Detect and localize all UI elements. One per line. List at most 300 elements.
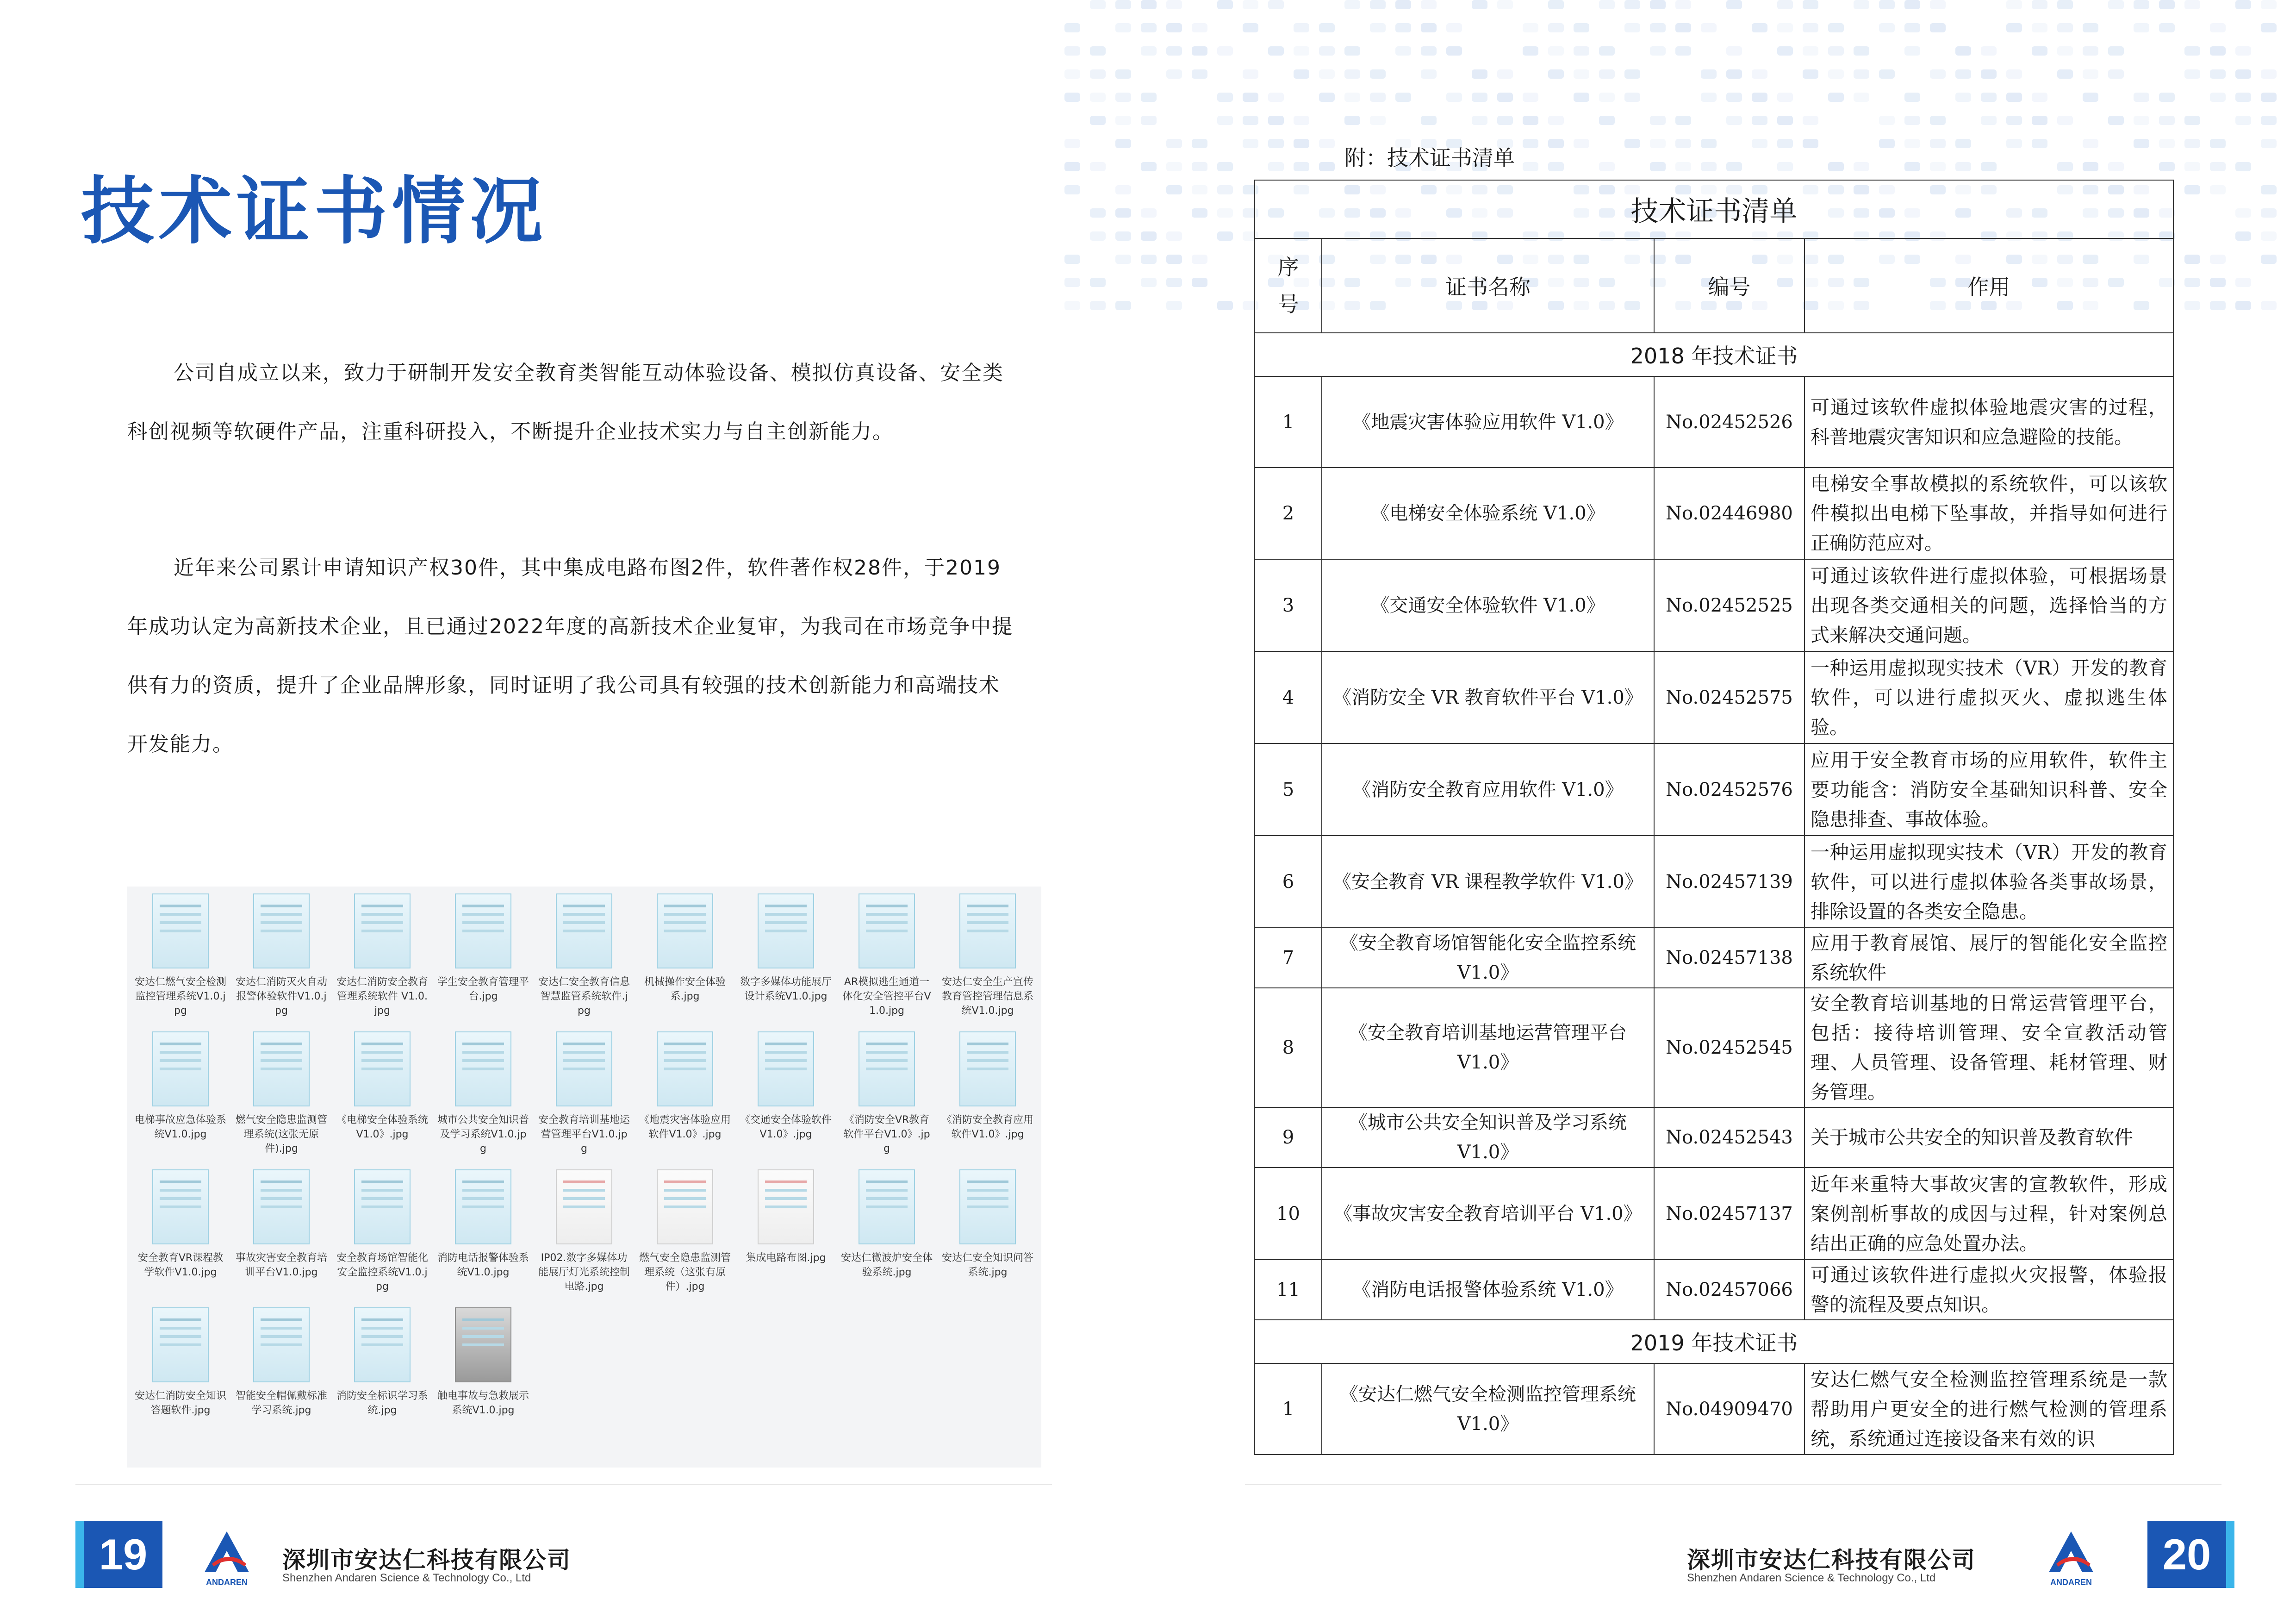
bg-square — [1803, 116, 1818, 125]
bg-square — [1064, 185, 1080, 194]
bg-square — [1141, 162, 1157, 171]
certificate-image-icon — [859, 1031, 915, 1106]
certificate-image-icon — [959, 1031, 1016, 1106]
bg-square — [1192, 278, 1207, 287]
thumbnail-caption: 安全教育培训基地运营管理平台V1.0.jpg — [538, 1114, 630, 1155]
bg-square — [1904, 162, 1920, 171]
thumbnail-caption: 《地震灾害体验应用软件V1.0》.jpg — [639, 1114, 731, 1140]
bg-square — [1115, 231, 1131, 241]
bg-square — [1752, 116, 1767, 125]
bg-square — [1955, 139, 1971, 148]
bg-square — [1828, 23, 1844, 32]
certificate-thumbnail — [437, 1031, 529, 1156]
bg-square — [1141, 231, 1157, 241]
table-row — [1255, 988, 2173, 1107]
bg-square — [1344, 93, 1360, 102]
company-name-left: 深圳市安达仁科技有限公司 — [282, 1547, 571, 1574]
certificate-image-icon — [354, 1169, 411, 1244]
table-row — [1255, 559, 2173, 651]
bg-square — [1166, 139, 1182, 148]
cell-number: 1 — [1255, 1363, 1322, 1455]
bg-square — [1115, 139, 1131, 148]
bg-square — [1777, 116, 1793, 125]
bg-square — [1243, 116, 1258, 125]
bg-square — [1115, 93, 1131, 102]
cell-number: 3 — [1255, 559, 1322, 651]
certificate-image-icon — [959, 893, 1016, 968]
thumbnail-caption: 触电事故与急救展示系统V1.0.jpg — [437, 1390, 529, 1416]
certificate-image-icon — [152, 1031, 209, 1106]
thumbnail-caption: 安达仁安全教育信息智慧监管系统软件.jpg — [538, 976, 630, 1017]
certificate-thumbnail — [336, 1031, 429, 1142]
bg-square — [1854, 93, 1869, 102]
bg-square — [1752, 139, 1767, 148]
thumbnail-caption: AR模拟逃生通道一体化安全管控平台V1.0.jpg — [842, 976, 931, 1017]
thumbnail-caption: 消防电话报警体验系统V1.0.jpg — [437, 1252, 529, 1278]
bg-square — [1141, 46, 1157, 56]
bg-square — [2006, 23, 2022, 32]
bg-square — [1472, 93, 1487, 102]
bg-square — [1828, 46, 1844, 56]
bg-square — [1574, 139, 1589, 148]
bg-square — [1650, 23, 1666, 32]
bg-square — [1599, 162, 1615, 171]
footer-divider-left — [75, 1484, 1052, 1485]
certificate-image-icon — [758, 1169, 814, 1244]
cell-code: No.02457137 — [1654, 1168, 1804, 1260]
bg-square — [1090, 69, 1106, 79]
bg-square — [2235, 208, 2251, 218]
bg-square — [1115, 0, 1131, 9]
bg-square — [1115, 185, 1131, 194]
bg-square — [1090, 0, 1106, 9]
certificate-image-icon — [253, 1307, 310, 1382]
certificate-thumbnail — [639, 1031, 731, 1142]
cell-code: No.02452576 — [1654, 743, 1804, 836]
certificate-image-icon — [253, 1169, 310, 1244]
certificate-thumbnail — [840, 1031, 933, 1156]
bg-square — [1828, 162, 1844, 171]
page-number-right: 20 — [2147, 1521, 2234, 1588]
bg-square — [1497, 0, 1513, 9]
table-row — [1255, 1168, 2173, 1260]
bg-square — [1192, 162, 1207, 171]
bg-square — [1064, 69, 1080, 79]
bg-square — [1446, 23, 1462, 32]
bg-square — [2057, 46, 2073, 56]
bg-square — [1624, 0, 1640, 9]
bg-square — [1166, 185, 1182, 194]
bg-square — [2210, 255, 2226, 264]
bg-square — [1141, 93, 1157, 102]
bg-square — [1115, 208, 1131, 218]
bg-square — [2159, 0, 2175, 9]
cell-use: 可通过该软件进行虚拟体验，可根据场景出现各类交通相关的问题，选择恰当的方式来解决交通问题。 — [1804, 559, 2173, 651]
certificate-thumbnail — [840, 1169, 933, 1280]
bg-square — [2235, 0, 2251, 9]
bg-square — [1955, 162, 1971, 171]
bg-square — [2184, 185, 2200, 194]
table-row — [1255, 1107, 2173, 1168]
bg-square — [1090, 116, 1106, 125]
certificate-thumbnail — [134, 893, 227, 1018]
bg-square — [1548, 0, 1564, 9]
bg-square — [1650, 46, 1666, 56]
certificate-thumbnail — [235, 893, 328, 1018]
bg-square — [1370, 116, 1386, 125]
table-title: 技术证书清单 — [1255, 180, 2173, 238]
bg-square — [2210, 301, 2226, 310]
certificate-image-icon — [556, 1031, 612, 1106]
bg-square — [1599, 93, 1615, 102]
bg-square — [1574, 46, 1589, 56]
bg-square — [1166, 0, 1182, 9]
ip-paragraph: 近年来公司累计申请知识产权30件，其中集成电路布图2件，软件著作权28件，于2019年成功认定为高新技术企业，且已通过2022年度的高新技术企业复审，为我司在市场竞争中提供有力的资质，提升了企业品牌形象，同时证明了我公司具有较强的技术创新能力和高端技术开发能力。 — [127, 556, 1013, 756]
company-english-right: Shenzhen Andaren Science & Technology Co., Ltd — [1687, 1572, 1936, 1584]
bg-square — [2261, 301, 2277, 310]
bg-square — [1090, 301, 1106, 310]
certificate-table — [1254, 180, 2174, 1455]
cell-number: 4 — [1255, 651, 1322, 743]
certificate-image-icon — [253, 893, 310, 968]
company-logo-right — [2034, 1528, 2108, 1590]
bg-square — [1421, 69, 1437, 79]
certificate-thumbnail — [134, 1307, 227, 1418]
bg-square — [1115, 23, 1131, 32]
certificate-thumbnail — [538, 1169, 630, 1294]
thumbnail-caption: 安达仁安全知识问答系统.jpg — [941, 1252, 1033, 1278]
bg-square — [1523, 46, 1538, 56]
certificate-thumbnail-grid — [127, 887, 1041, 1468]
bg-square — [1599, 0, 1615, 9]
bg-square — [1548, 23, 1564, 32]
bg-square — [1650, 116, 1666, 125]
thumbnail-caption: 安达仁消防安全教育管理系统软件 V1.0.jpg — [336, 976, 428, 1017]
bg-square — [1803, 0, 1818, 9]
bg-square — [1803, 23, 1818, 32]
bg-square — [1243, 139, 1258, 148]
certificate-thumbnail — [235, 1307, 328, 1418]
bg-square — [1650, 162, 1666, 171]
bg-square — [1268, 139, 1284, 148]
bg-square — [1319, 162, 1335, 171]
bg-square — [2006, 139, 2022, 148]
bg-square — [1217, 208, 1233, 218]
page-title: 技术证书情况 — [81, 169, 548, 254]
bg-square — [1955, 46, 1971, 56]
intro-paragraph: 公司自成立以来，致力于研制开发安全教育类智能互动体验设备、模拟仿真设备、安全类科创视频等软硬件产品，注重科研投入，不断提升企业技术实力与自主创新能力。 — [127, 361, 1004, 443]
bg-square — [1675, 162, 1691, 171]
certificate-thumbnail — [941, 1031, 1034, 1142]
cell-use: 近年来重特大事故灾害的宣教软件，形成案例剖析事故的成因与过程，针对案例总结出正确的应急处置办法。 — [1804, 1168, 2173, 1260]
bg-square — [1701, 139, 1717, 148]
bg-square — [2261, 93, 2277, 102]
bg-square — [1166, 255, 1182, 264]
certificate-image-icon — [455, 1169, 511, 1244]
bg-square — [1141, 0, 1157, 9]
cell-code: No.02457066 — [1654, 1260, 1804, 1320]
bg-square — [1217, 162, 1233, 171]
thumbnail-caption: 燃气安全隐患监测管理系统(这张无原件).jpg — [235, 1114, 327, 1155]
bg-square — [1243, 93, 1258, 102]
certificate-thumbnail — [336, 1307, 429, 1418]
certificate-thumbnail — [336, 893, 429, 1018]
bg-square — [1370, 23, 1386, 32]
bg-square — [2108, 116, 2124, 125]
bg-square — [1268, 46, 1284, 56]
cell-code: No.02452526 — [1654, 376, 1804, 468]
certificate-image-icon — [455, 1307, 511, 1382]
logo-wordmark: ANDAREN — [206, 1578, 248, 1587]
bg-square — [1497, 69, 1513, 79]
bg-square — [1955, 69, 1971, 79]
bg-square — [1828, 69, 1844, 79]
bg-square — [1344, 0, 1360, 9]
table-row — [1255, 468, 2173, 559]
cell-code: No.02452543 — [1654, 1107, 1804, 1168]
bg-square — [2057, 23, 2073, 32]
thumbnail-caption: 机械操作安全体验系.jpg — [644, 976, 726, 1002]
bg-square — [2006, 93, 2022, 102]
bg-square — [2006, 0, 2022, 9]
thumbnail-caption: 安达仁消防安全知识答题软件.jpg — [134, 1390, 226, 1416]
thumbnail-caption: 集成电路布图.jpg — [746, 1252, 826, 1264]
certificate-image-icon — [152, 1307, 209, 1382]
bg-square — [2261, 231, 2277, 241]
bg-square — [1141, 116, 1157, 125]
bg-square — [1752, 69, 1767, 79]
bg-square — [1166, 23, 1182, 32]
header-num: 序号 — [1255, 238, 1322, 333]
bg-square — [1064, 301, 1080, 310]
cell-number: 8 — [1255, 988, 1322, 1107]
bg-square — [2235, 231, 2251, 241]
company-english-left: Shenzhen Andaren Science & Technology Co., Ltd — [282, 1572, 531, 1584]
certificate-thumbnail — [134, 1169, 227, 1280]
section-label: 2019 年技术证书 — [1255, 1320, 2173, 1363]
appendix-note: 附：技术证书清单 — [1344, 145, 1515, 170]
bg-square — [2261, 185, 2277, 194]
bg-square — [1930, 23, 1946, 32]
bg-square — [1675, 46, 1691, 56]
bg-square — [1548, 116, 1564, 125]
bg-square — [1141, 278, 1157, 287]
header-use: 作用 — [1804, 238, 2173, 333]
bg-square — [1192, 255, 1207, 264]
bg-square — [1319, 46, 1335, 56]
certificate-thumbnail — [639, 893, 731, 1004]
bg-square — [1370, 0, 1386, 9]
bg-square — [1904, 0, 1920, 9]
bg-square — [1090, 46, 1106, 56]
table-row — [1255, 743, 2173, 836]
cell-number: 7 — [1255, 928, 1322, 988]
bg-square — [2235, 93, 2251, 102]
cell-name: 《消防安全教育应用软件 V1.0》 — [1322, 743, 1654, 836]
table-title-row — [1255, 180, 2173, 238]
bg-square — [1319, 139, 1335, 148]
company-name-right: 深圳市安达仁科技有限公司 — [1687, 1547, 1976, 1574]
bg-square — [1421, 116, 1437, 125]
certificate-thumbnail — [840, 893, 933, 1018]
bg-square — [1446, 46, 1462, 56]
bg-square — [2032, 46, 2047, 56]
bg-square — [1777, 93, 1793, 102]
bg-square — [2261, 69, 2277, 79]
certificate-thumbnail — [336, 1169, 429, 1294]
thumbnail-caption: 《消防安全VR教育软件平台V1.0》.jpg — [843, 1114, 930, 1155]
bg-square — [1192, 208, 1207, 218]
bg-square — [1115, 116, 1131, 125]
bg-square — [1344, 116, 1360, 125]
bg-square — [1192, 23, 1207, 32]
cell-name: 《电梯安全体验系统 V1.0》 — [1322, 468, 1654, 559]
bg-square — [2083, 162, 2098, 171]
bg-square — [1854, 69, 1869, 79]
certificate-image-icon — [455, 893, 511, 968]
bg-square — [1523, 162, 1538, 171]
certificate-thumbnail — [437, 1169, 529, 1280]
cell-name: 《交通安全体验软件 V1.0》 — [1322, 559, 1654, 651]
thumbnail-caption: 事故灾害安全教育培训平台V1.0.jpg — [235, 1252, 327, 1278]
bg-square — [1166, 278, 1182, 287]
bg-square — [1904, 23, 1920, 32]
bg-square — [1879, 139, 1895, 148]
bg-square — [1828, 93, 1844, 102]
cell-code: No.02446980 — [1654, 468, 1804, 559]
certificate-thumbnail — [538, 893, 630, 1018]
bg-square — [1344, 69, 1360, 79]
cell-number: 6 — [1255, 836, 1322, 928]
cell-name: 《事故灾害安全教育培训平台 V1.0》 — [1322, 1168, 1654, 1260]
bg-square — [1726, 162, 1742, 171]
bg-square — [1879, 23, 1895, 32]
bg-square — [1166, 162, 1182, 171]
certificate-thumbnail — [134, 1031, 227, 1142]
certificate-image-icon — [152, 893, 209, 968]
bg-square — [1981, 93, 1997, 102]
bg-square — [1624, 93, 1640, 102]
bg-square — [1599, 69, 1615, 79]
cell-name: 《安全教育 VR 课程教学软件 V1.0》 — [1322, 836, 1654, 928]
bg-square — [2006, 69, 2022, 79]
bg-square — [1523, 139, 1538, 148]
thumbnail-caption: 《消防安全教育应用软件V1.0》.jpg — [941, 1114, 1033, 1140]
logo-wordmark: ANDAREN — [2050, 1578, 2092, 1587]
bg-square — [2134, 139, 2149, 148]
bg-square — [1395, 0, 1411, 9]
bg-square — [1344, 46, 1360, 56]
bg-square — [1319, 23, 1335, 32]
bg-square — [1141, 208, 1157, 218]
bg-square — [1930, 0, 1946, 9]
cell-number: 2 — [1255, 468, 1322, 559]
table-row — [1255, 376, 2173, 468]
cell-use: 应用于教育展馆、展厅的智能化安全监控系统软件 — [1804, 928, 2173, 988]
bg-square — [1777, 46, 1793, 56]
bg-square — [1981, 162, 1997, 171]
bg-square — [1981, 69, 1997, 79]
bg-square — [2235, 116, 2251, 125]
certificate-image-icon — [859, 1169, 915, 1244]
bg-square — [1904, 46, 1920, 56]
bg-square — [1803, 46, 1818, 56]
bg-square — [2134, 0, 2149, 9]
certificate-thumbnail — [740, 1031, 832, 1142]
certificate-image-icon — [657, 1031, 713, 1106]
bg-square — [2235, 278, 2251, 287]
bg-square — [1115, 255, 1131, 264]
certificate-image-icon — [758, 1031, 814, 1106]
bg-square — [1548, 139, 1564, 148]
bg-square — [1192, 69, 1207, 79]
bg-square — [1701, 93, 1717, 102]
bg-square — [1574, 23, 1589, 32]
thumbnail-caption: 安达仁微波炉安全体验系统.jpg — [840, 1252, 933, 1278]
bg-square — [1064, 139, 1080, 148]
thumbnail-caption: 安达仁安全生产宣传教育管控管理信息系统V1.0.jpg — [941, 976, 1033, 1017]
bg-square — [2261, 0, 2277, 9]
bg-square — [2261, 139, 2277, 148]
bg-square — [2261, 255, 2277, 264]
bg-square — [2210, 162, 2226, 171]
thumbnail-caption: 《交通安全体验软件V1.0》.jpg — [740, 1114, 832, 1140]
bg-square — [1650, 0, 1666, 9]
bg-square — [1192, 139, 1207, 148]
bg-square — [2032, 93, 2047, 102]
bg-square — [1675, 23, 1691, 32]
thumbnail-caption: 《电梯安全体验系统V1.0》.jpg — [336, 1114, 428, 1140]
bg-square — [2184, 162, 2200, 171]
bg-square — [2210, 93, 2226, 102]
bg-square — [2210, 185, 2226, 194]
cell-use: 一种运用虚拟现实技术（VR）开发的教育软件，可以进行虚拟灭火、虚拟逃生体验。 — [1804, 651, 2173, 743]
bg-square — [1523, 116, 1538, 125]
bg-square — [1777, 0, 1793, 9]
cell-code: No.02452545 — [1654, 988, 1804, 1107]
bg-square — [1243, 0, 1258, 9]
bg-square — [1981, 116, 1997, 125]
bg-square — [1752, 93, 1767, 102]
bg-square — [1548, 46, 1564, 56]
bg-square — [1064, 93, 1080, 102]
certificate-thumbnail — [437, 1307, 529, 1418]
table-row — [1255, 1363, 2173, 1455]
bg-square — [1879, 116, 1895, 125]
bg-square — [1268, 162, 1284, 171]
table-row — [1255, 651, 2173, 743]
bg-square — [2057, 162, 2073, 171]
certificate-thumbnail — [740, 1169, 832, 1265]
thumbnail-caption: 智能安全帽佩戴标准学习系统.jpg — [235, 1390, 327, 1416]
bg-square — [1624, 139, 1640, 148]
cell-use: 关于城市公共安全的知识普及教育软件 — [1804, 1107, 2173, 1168]
bg-square — [1294, 139, 1309, 148]
bg-square — [2210, 139, 2226, 148]
bg-square — [1854, 46, 1869, 56]
bg-square — [1395, 93, 1411, 102]
certificate-image-icon — [556, 893, 612, 968]
certificate-thumbnail — [639, 1169, 731, 1294]
thumbnail-caption: 安达仁消防灭火自动报警体验软件V1.0.jpg — [235, 976, 327, 1017]
thumbnail-caption: 电梯事故应急体验系统V1.0.jpg — [134, 1114, 226, 1140]
certificate-image-icon — [354, 1307, 411, 1382]
bg-square — [1726, 93, 1742, 102]
bg-square — [1446, 93, 1462, 102]
bg-square — [1701, 23, 1717, 32]
bg-square — [1904, 139, 1920, 148]
bg-square — [1115, 301, 1131, 310]
